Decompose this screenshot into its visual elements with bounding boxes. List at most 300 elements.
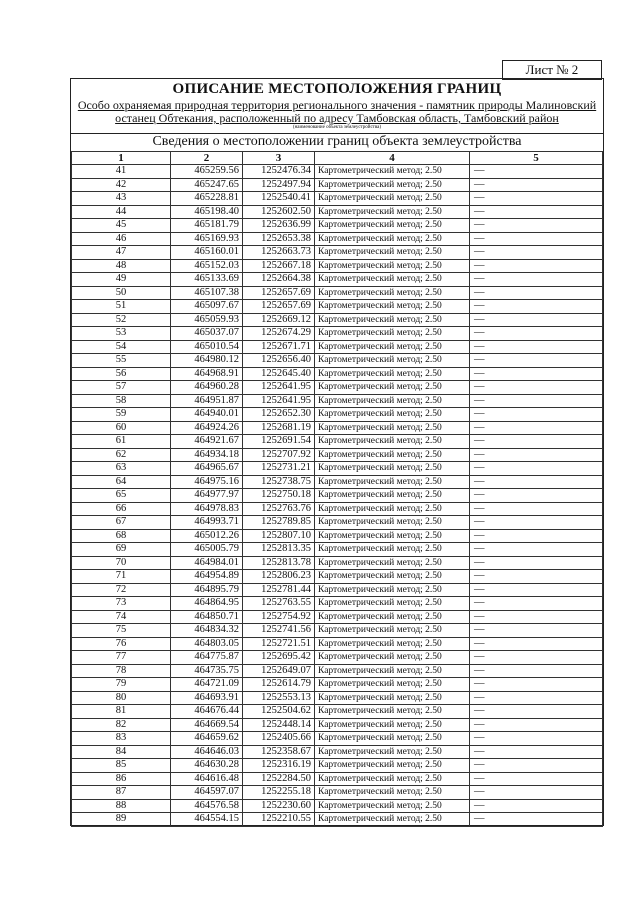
- table-row: [72, 813, 603, 827]
- point-description-cell: —: [470, 192, 603, 206]
- coordinate-x-cell: 464895.79: [171, 583, 243, 597]
- table-row: [72, 678, 603, 692]
- coordinate-y-cell: 1252806.23: [243, 570, 315, 584]
- coordinate-x-cell: 464669.54: [171, 718, 243, 732]
- coordinate-x-cell: 464693.91: [171, 691, 243, 705]
- point-number-cell: 62: [72, 448, 171, 462]
- method-accuracy-cell: Картометрический метод; 2.50: [315, 637, 470, 651]
- coordinate-y-cell: 1252741.56: [243, 624, 315, 638]
- point-description-cell: —: [470, 732, 603, 746]
- coordinate-y-cell: 1252781.44: [243, 583, 315, 597]
- point-description-cell: —: [470, 813, 603, 827]
- table-row: [72, 381, 603, 395]
- coordinate-x-cell: 464984.01: [171, 556, 243, 570]
- point-description-cell: —: [470, 421, 603, 435]
- point-description-cell: —: [470, 516, 603, 530]
- method-accuracy-cell: Картометрический метод; 2.50: [315, 205, 470, 219]
- point-description-cell: —: [470, 570, 603, 584]
- coordinates-table: [71, 151, 603, 827]
- coordinate-x-cell: 465198.40: [171, 205, 243, 219]
- sheet-number-box: Лист № 2: [502, 60, 602, 80]
- table-row: [72, 354, 603, 368]
- point-description-cell: —: [470, 394, 603, 408]
- point-number-cell: 66: [72, 502, 171, 516]
- coordinate-x-cell: 464554.15: [171, 813, 243, 827]
- coordinate-x-cell: 464597.07: [171, 786, 243, 800]
- table-row: [72, 340, 603, 354]
- coordinate-x-cell: 465005.79: [171, 543, 243, 557]
- point-number-cell: 59: [72, 408, 171, 422]
- point-number-cell: 70: [72, 556, 171, 570]
- table-row: [72, 705, 603, 719]
- coordinate-x-cell: 464646.03: [171, 745, 243, 759]
- method-accuracy-cell: Картометрический метод; 2.50: [315, 529, 470, 543]
- point-description-cell: —: [470, 705, 603, 719]
- method-accuracy-cell: Картометрический метод; 2.50: [315, 178, 470, 192]
- document-title: ОПИСАНИЕ МЕСТОПОЛОЖЕНИЯ ГРАНИЦ: [172, 81, 502, 97]
- table-header-row: [72, 152, 603, 165]
- point-description-cell: —: [470, 205, 603, 219]
- table-row: [72, 759, 603, 773]
- point-number-cell: 54: [72, 340, 171, 354]
- coordinate-y-cell: 1252813.78: [243, 556, 315, 570]
- table-row: [72, 610, 603, 624]
- coordinate-y-cell: 1252657.69: [243, 286, 315, 300]
- table-row: [72, 489, 603, 503]
- coordinate-x-cell: 464954.89: [171, 570, 243, 584]
- point-number-cell: 71: [72, 570, 171, 584]
- point-number-cell: 81: [72, 705, 171, 719]
- method-accuracy-cell: Картометрический метод; 2.50: [315, 300, 470, 314]
- coordinate-x-cell: 464960.28: [171, 381, 243, 395]
- point-description-cell: —: [470, 691, 603, 705]
- point-description-cell: —: [470, 354, 603, 368]
- coordinate-y-cell: 1252497.94: [243, 178, 315, 192]
- point-number-cell: 85: [72, 759, 171, 773]
- coordinate-y-cell: 1252671.71: [243, 340, 315, 354]
- method-accuracy-cell: Картометрический метод; 2.50: [315, 367, 470, 381]
- point-number-cell: 41: [72, 165, 171, 179]
- coordinate-y-cell: 1252721.51: [243, 637, 315, 651]
- point-description-cell: —: [470, 786, 603, 800]
- coordinate-y-cell: 1252652.30: [243, 408, 315, 422]
- point-description-cell: —: [470, 219, 603, 233]
- method-accuracy-cell: Картометрический метод; 2.50: [315, 516, 470, 530]
- point-description-cell: —: [470, 718, 603, 732]
- point-number-cell: 43: [72, 192, 171, 206]
- point-description-cell: —: [470, 273, 603, 287]
- method-accuracy-cell: Картометрический метод; 2.50: [315, 381, 470, 395]
- table-row: [72, 799, 603, 813]
- column-header: 2: [171, 152, 243, 165]
- object-name-caption: (наименование объекта землеустройства): [292, 125, 382, 130]
- method-accuracy-cell: Картометрический метод; 2.50: [315, 502, 470, 516]
- point-number-cell: 79: [72, 678, 171, 692]
- coordinate-x-cell: 465169.93: [171, 232, 243, 246]
- method-accuracy-cell: Картометрический метод; 2.50: [315, 597, 470, 611]
- point-description-cell: —: [470, 448, 603, 462]
- table-row: [72, 502, 603, 516]
- point-number-cell: 61: [72, 435, 171, 449]
- coordinate-y-cell: 1252230.60: [243, 799, 315, 813]
- point-description-cell: —: [470, 408, 603, 422]
- coordinate-x-cell: 464850.71: [171, 610, 243, 624]
- method-accuracy-cell: Картометрический метод; 2.50: [315, 435, 470, 449]
- table-row: [72, 732, 603, 746]
- coordinate-y-cell: 1252358.67: [243, 745, 315, 759]
- table-row: [72, 219, 603, 233]
- coordinate-y-cell: 1252653.38: [243, 232, 315, 246]
- point-number-cell: 57: [72, 381, 171, 395]
- coordinate-y-cell: 1252674.29: [243, 327, 315, 341]
- method-accuracy-cell: Картометрический метод; 2.50: [315, 718, 470, 732]
- table-row: [72, 408, 603, 422]
- point-description-cell: —: [470, 583, 603, 597]
- coordinate-x-cell: 465133.69: [171, 273, 243, 287]
- point-description-cell: —: [470, 178, 603, 192]
- point-description-cell: —: [470, 435, 603, 449]
- point-number-cell: 42: [72, 178, 171, 192]
- coordinate-y-cell: 1252731.21: [243, 462, 315, 476]
- coordinate-y-cell: 1252641.95: [243, 381, 315, 395]
- method-accuracy-cell: Картометрический метод; 2.50: [315, 556, 470, 570]
- method-accuracy-cell: Картометрический метод; 2.50: [315, 799, 470, 813]
- point-number-cell: 75: [72, 624, 171, 638]
- table-row: [72, 192, 603, 206]
- method-accuracy-cell: Картометрический метод; 2.50: [315, 246, 470, 260]
- method-accuracy-cell: Картометрический метод; 2.50: [315, 286, 470, 300]
- coordinate-x-cell: 464965.67: [171, 462, 243, 476]
- point-description-cell: —: [470, 664, 603, 678]
- coordinate-y-cell: 1252636.99: [243, 219, 315, 233]
- table-row: [72, 313, 603, 327]
- point-number-cell: 69: [72, 543, 171, 557]
- point-number-cell: 45: [72, 219, 171, 233]
- coordinate-x-cell: 464993.71: [171, 516, 243, 530]
- point-number-cell: 65: [72, 489, 171, 503]
- coordinate-x-cell: 464980.12: [171, 354, 243, 368]
- method-accuracy-cell: Картометрический метод; 2.50: [315, 327, 470, 341]
- coordinate-y-cell: 1252641.95: [243, 394, 315, 408]
- coordinate-x-cell: 465160.01: [171, 246, 243, 260]
- point-description-cell: —: [470, 286, 603, 300]
- table-row: [72, 570, 603, 584]
- coordinate-y-cell: 1252695.42: [243, 651, 315, 665]
- point-description-cell: —: [470, 340, 603, 354]
- table-row: [72, 178, 603, 192]
- object-name-line-2: останец Обтекания, расположенный по адресу Тамбовская область, Тамбовский район: [115, 111, 559, 125]
- coordinate-x-cell: 464940.01: [171, 408, 243, 422]
- point-number-cell: 77: [72, 651, 171, 665]
- method-accuracy-cell: Картометрический метод; 2.50: [315, 489, 470, 503]
- point-description-cell: —: [470, 246, 603, 260]
- point-number-cell: 72: [72, 583, 171, 597]
- coordinate-y-cell: 1252664.38: [243, 273, 315, 287]
- coordinate-x-cell: 464576.58: [171, 799, 243, 813]
- column-header: 4: [315, 152, 470, 165]
- point-number-cell: 63: [72, 462, 171, 476]
- method-accuracy-cell: Картометрический метод; 2.50: [315, 732, 470, 746]
- coordinate-x-cell: 465037.07: [171, 327, 243, 341]
- point-number-cell: 84: [72, 745, 171, 759]
- table-row: [72, 475, 603, 489]
- table-row: [72, 597, 603, 611]
- table-row: [72, 516, 603, 530]
- coordinate-y-cell: 1252255.18: [243, 786, 315, 800]
- point-number-cell: 89: [72, 813, 171, 827]
- method-accuracy-cell: Картометрический метод; 2.50: [315, 583, 470, 597]
- method-accuracy-cell: Картометрический метод; 2.50: [315, 745, 470, 759]
- coordinate-x-cell: 465259.56: [171, 165, 243, 179]
- method-accuracy-cell: Картометрический метод; 2.50: [315, 813, 470, 827]
- point-description-cell: —: [470, 300, 603, 314]
- point-description-cell: —: [470, 610, 603, 624]
- table-row: [72, 624, 603, 638]
- point-description-cell: —: [470, 232, 603, 246]
- coordinate-x-cell: 464921.67: [171, 435, 243, 449]
- coordinate-x-cell: 465097.67: [171, 300, 243, 314]
- method-accuracy-cell: Картометрический метод; 2.50: [315, 421, 470, 435]
- coordinate-y-cell: 1252284.50: [243, 772, 315, 786]
- coordinate-x-cell: 464977.97: [171, 489, 243, 503]
- point-description-cell: —: [470, 745, 603, 759]
- coordinate-y-cell: 1252405.66: [243, 732, 315, 746]
- table-row: [72, 273, 603, 287]
- coordinate-y-cell: 1252813.35: [243, 543, 315, 557]
- coordinate-x-cell: 464735.75: [171, 664, 243, 678]
- table-row: [72, 462, 603, 476]
- table-row: [72, 718, 603, 732]
- method-accuracy-cell: Картометрический метод; 2.50: [315, 313, 470, 327]
- document-frame: [70, 78, 604, 826]
- coordinate-x-cell: 464864.95: [171, 597, 243, 611]
- table-row: [72, 367, 603, 381]
- point-description-cell: —: [470, 259, 603, 273]
- point-number-cell: 74: [72, 610, 171, 624]
- table-row: [72, 232, 603, 246]
- method-accuracy-cell: Картометрический метод; 2.50: [315, 448, 470, 462]
- coordinate-x-cell: 465010.54: [171, 340, 243, 354]
- coordinate-y-cell: 1252669.12: [243, 313, 315, 327]
- coordinate-x-cell: 465228.81: [171, 192, 243, 206]
- coordinate-x-cell: 464834.32: [171, 624, 243, 638]
- point-number-cell: 88: [72, 799, 171, 813]
- coordinate-y-cell: 1252656.40: [243, 354, 315, 368]
- point-description-cell: —: [470, 381, 603, 395]
- point-number-cell: 49: [72, 273, 171, 287]
- coordinate-y-cell: 1252210.55: [243, 813, 315, 827]
- method-accuracy-cell: Картометрический метод; 2.50: [315, 394, 470, 408]
- method-accuracy-cell: Картометрический метод; 2.50: [315, 705, 470, 719]
- coordinate-y-cell: 1252316.19: [243, 759, 315, 773]
- method-accuracy-cell: Картометрический метод; 2.50: [315, 165, 470, 179]
- point-description-cell: —: [470, 624, 603, 638]
- table-row: [72, 300, 603, 314]
- table-row: [72, 651, 603, 665]
- coordinate-x-cell: 464676.44: [171, 705, 243, 719]
- coordinate-y-cell: 1252691.54: [243, 435, 315, 449]
- table-row: [72, 448, 603, 462]
- coordinate-y-cell: 1252763.76: [243, 502, 315, 516]
- coordinate-y-cell: 1252707.92: [243, 448, 315, 462]
- table-row: [72, 259, 603, 273]
- method-accuracy-cell: Картометрический метод; 2.50: [315, 664, 470, 678]
- method-accuracy-cell: Картометрический метод; 2.50: [315, 232, 470, 246]
- column-header: 5: [470, 152, 603, 165]
- coordinate-x-cell: 464803.05: [171, 637, 243, 651]
- coordinate-x-cell: 465247.65: [171, 178, 243, 192]
- method-accuracy-cell: Картометрический метод; 2.50: [315, 354, 470, 368]
- table-row: [72, 772, 603, 786]
- method-accuracy-cell: Картометрический метод; 2.50: [315, 219, 470, 233]
- point-number-cell: 76: [72, 637, 171, 651]
- table-row: [72, 394, 603, 408]
- point-description-cell: —: [470, 543, 603, 557]
- point-number-cell: 47: [72, 246, 171, 260]
- method-accuracy-cell: Картометрический метод; 2.50: [315, 543, 470, 557]
- table-row: [72, 637, 603, 651]
- table-row: [72, 421, 603, 435]
- method-accuracy-cell: Картометрический метод; 2.50: [315, 570, 470, 584]
- coordinate-x-cell: 464924.26: [171, 421, 243, 435]
- method-accuracy-cell: Картометрический метод; 2.50: [315, 462, 470, 476]
- table-row: [72, 556, 603, 570]
- method-accuracy-cell: Картометрический метод; 2.50: [315, 691, 470, 705]
- section-title: Сведения о местоположении границ объекта землеустройства: [71, 133, 603, 152]
- coordinate-x-cell: 465107.38: [171, 286, 243, 300]
- point-number-cell: 82: [72, 718, 171, 732]
- point-description-cell: —: [470, 367, 603, 381]
- method-accuracy-cell: Картометрический метод; 2.50: [315, 651, 470, 665]
- method-accuracy-cell: Картометрический метод; 2.50: [315, 678, 470, 692]
- point-description-cell: —: [470, 637, 603, 651]
- method-accuracy-cell: Картометрический метод; 2.50: [315, 772, 470, 786]
- coordinate-x-cell: 464775.87: [171, 651, 243, 665]
- table-row: [72, 165, 603, 179]
- table-body: [72, 165, 603, 827]
- table-row: [72, 286, 603, 300]
- point-description-cell: —: [470, 799, 603, 813]
- point-description-cell: —: [470, 678, 603, 692]
- table-row: [72, 583, 603, 597]
- point-description-cell: —: [470, 327, 603, 341]
- point-number-cell: 64: [72, 475, 171, 489]
- method-accuracy-cell: Картометрический метод; 2.50: [315, 192, 470, 206]
- point-number-cell: 58: [72, 394, 171, 408]
- method-accuracy-cell: Картометрический метод; 2.50: [315, 408, 470, 422]
- coordinate-y-cell: 1252614.79: [243, 678, 315, 692]
- point-number-cell: 80: [72, 691, 171, 705]
- method-accuracy-cell: Картометрический метод; 2.50: [315, 259, 470, 273]
- coordinate-y-cell: 1252504.62: [243, 705, 315, 719]
- coordinate-y-cell: 1252476.34: [243, 165, 315, 179]
- object-name-line-1: Особо охраняемая природная территория регионального значения - памятник природы Малиновский: [77, 98, 597, 112]
- coordinate-y-cell: 1252448.14: [243, 718, 315, 732]
- point-number-cell: 67: [72, 516, 171, 530]
- table-row: [72, 664, 603, 678]
- point-number-cell: 73: [72, 597, 171, 611]
- point-description-cell: —: [470, 651, 603, 665]
- coordinate-x-cell: 464616.48: [171, 772, 243, 786]
- coordinate-x-cell: 465181.79: [171, 219, 243, 233]
- point-number-cell: 44: [72, 205, 171, 219]
- point-number-cell: 78: [72, 664, 171, 678]
- coordinate-x-cell: 465012.26: [171, 529, 243, 543]
- document-header: [71, 79, 603, 134]
- coordinate-y-cell: 1252553.13: [243, 691, 315, 705]
- method-accuracy-cell: Картометрический метод; 2.50: [315, 786, 470, 800]
- point-description-cell: —: [470, 556, 603, 570]
- method-accuracy-cell: Картометрический метод; 2.50: [315, 273, 470, 287]
- coordinate-y-cell: 1252789.85: [243, 516, 315, 530]
- table-row: [72, 745, 603, 759]
- point-number-cell: 60: [72, 421, 171, 435]
- point-description-cell: —: [470, 165, 603, 179]
- point-number-cell: 53: [72, 327, 171, 341]
- coordinate-x-cell: 464968.91: [171, 367, 243, 381]
- coordinate-x-cell: 464659.62: [171, 732, 243, 746]
- coordinate-y-cell: 1252602.50: [243, 205, 315, 219]
- column-header: 3: [243, 152, 315, 165]
- point-description-cell: —: [470, 313, 603, 327]
- point-description-cell: —: [470, 529, 603, 543]
- point-description-cell: —: [470, 475, 603, 489]
- point-number-cell: 68: [72, 529, 171, 543]
- method-accuracy-cell: Картометрический метод; 2.50: [315, 624, 470, 638]
- table-row: [72, 246, 603, 260]
- table-row: [72, 327, 603, 341]
- point-number-cell: 50: [72, 286, 171, 300]
- point-number-cell: 83: [72, 732, 171, 746]
- coordinate-y-cell: 1252649.07: [243, 664, 315, 678]
- table-row: [72, 435, 603, 449]
- coordinate-y-cell: 1252667.18: [243, 259, 315, 273]
- coordinate-y-cell: 1252663.73: [243, 246, 315, 260]
- table-row: [72, 786, 603, 800]
- coordinate-x-cell: 465059.93: [171, 313, 243, 327]
- coordinate-x-cell: 464630.28: [171, 759, 243, 773]
- point-number-cell: 46: [72, 232, 171, 246]
- coordinate-y-cell: 1252763.55: [243, 597, 315, 611]
- coordinate-x-cell: 464978.83: [171, 502, 243, 516]
- table-row: [72, 205, 603, 219]
- coordinate-y-cell: 1252738.75: [243, 475, 315, 489]
- table-row: [72, 543, 603, 557]
- coordinate-y-cell: 1252645.40: [243, 367, 315, 381]
- point-description-cell: —: [470, 759, 603, 773]
- coordinate-x-cell: 465152.03: [171, 259, 243, 273]
- point-description-cell: —: [470, 462, 603, 476]
- method-accuracy-cell: Картометрический метод; 2.50: [315, 759, 470, 773]
- column-header: 1: [72, 152, 171, 165]
- coordinate-y-cell: 1252754.92: [243, 610, 315, 624]
- method-accuracy-cell: Картометрический метод; 2.50: [315, 610, 470, 624]
- coordinate-y-cell: 1252657.69: [243, 300, 315, 314]
- coordinate-y-cell: 1252807.10: [243, 529, 315, 543]
- point-number-cell: 87: [72, 786, 171, 800]
- point-number-cell: 48: [72, 259, 171, 273]
- table-row: [72, 691, 603, 705]
- point-description-cell: —: [470, 489, 603, 503]
- coordinate-y-cell: 1252540.41: [243, 192, 315, 206]
- method-accuracy-cell: Картометрический метод; 2.50: [315, 340, 470, 354]
- point-description-cell: —: [470, 772, 603, 786]
- point-number-cell: 86: [72, 772, 171, 786]
- table-row: [72, 529, 603, 543]
- coordinate-y-cell: 1252750.18: [243, 489, 315, 503]
- point-number-cell: 56: [72, 367, 171, 381]
- point-number-cell: 55: [72, 354, 171, 368]
